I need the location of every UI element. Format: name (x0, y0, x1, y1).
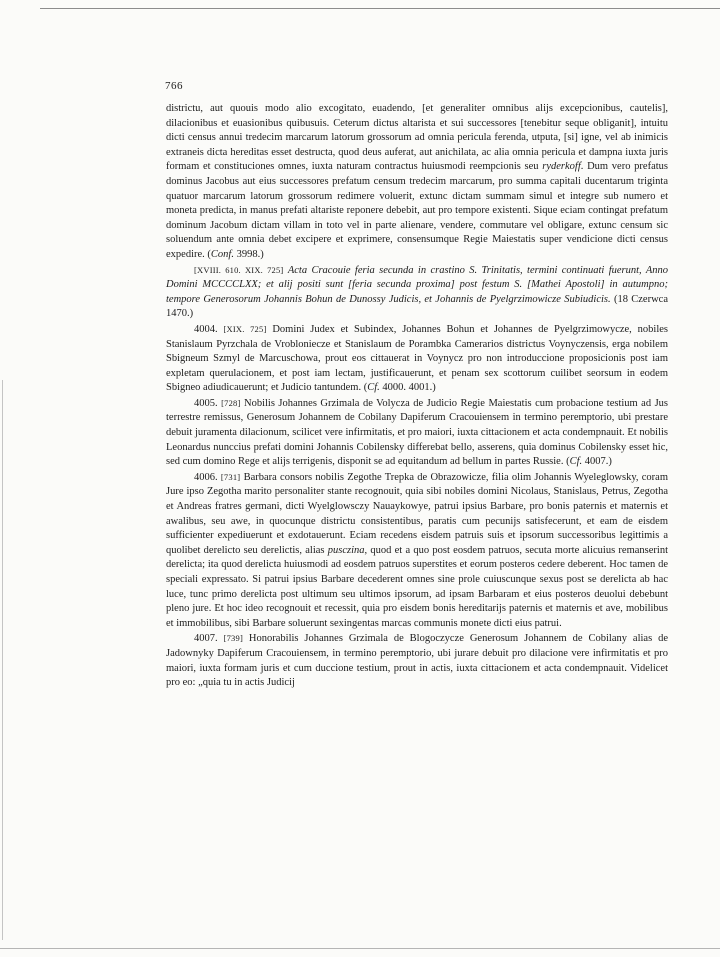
italic-term: pusczina (327, 544, 365, 556)
bottom-edge-rule (0, 948, 720, 949)
session-note (166, 263, 668, 322)
entry-4004 (166, 322, 668, 396)
source-reference: [728] (221, 397, 241, 408)
top-edge-rule (40, 8, 720, 9)
session-date: (18 Czerwca 1470.) (166, 293, 668, 320)
text-run: Honorabilis Johannes Grzimala de Blogoczycze Generosum Johannem de Cobilany alias de Jadownyky Dapiferum Cracouiensem, in termino peremptorio, ubi jurare debuit pro dilacione vere infirmitatis et pro maiori, iuxta formam juris et cum duccione testium, prout in actis, iuxta cittacionem et acta condempnauit. Videlicet pro eo: „quia tu in actis Judicij (166, 633, 669, 689)
text-run: 4000. 4001.) (379, 382, 436, 394)
source-reference: [XIX. 725] (223, 323, 267, 334)
left-edge-shadow (2, 380, 3, 940)
source-reference: [739] (223, 633, 243, 644)
text-run: Domini Judex et Subindex, Johannes Bohun et Johannes de Pyelgrzimowycze, nobiles Stanislaum Pyrzchala de Vrobloniecze et Stanislaum de Porambka Camerarios districtus Voynyczensis, erga nobilem Sbigneum Szmyl de Marcuschowa, prout eos cittauerat in Voynycz pro non introduccione proposicionis post iam expletam querulacionem, et post iam lectam, justificauerunt, et penam sex scottorum cuilibet seorsum in eodem Sbigneo adiudicauerunt; et Judicio tantundem. ( (166, 323, 668, 394)
italic-term: ryderkoff (542, 161, 581, 173)
italic-term: Cf. (367, 382, 380, 394)
entry-number: 4006. (194, 471, 218, 483)
text-run: , quod et a quo post eosdem patruos, secuta morte alicuius remanserint derelicta; ita quod derelicta huiusmodi ad eosdem patruos superstites et eorum posteros cedere deberent. Hoc tamen de speciali expressato. Si patrui ipsius Barbare decederent omnes sine prole cuiuscunque sexus post se derelicta ab hac luce, tunc primo derelicta post ultimum seu ultimos ipsorum, ad ipsam Barbaram et eius posteros deuolui debebunt pleno jure. Et hoc ideo recognouit et recessit, quia pro eisdem bonis hereditarijs paternis et maternis et ave, mobilibus et immobilibus, sibi Barbare soluerunt sexingentas marcas communis monete dicti eius patrui. (166, 544, 668, 629)
page-number: 766 (165, 80, 183, 92)
document-body (166, 102, 668, 691)
entry-number: 4004. (194, 323, 218, 335)
paragraph-continuation (166, 102, 668, 263)
text-run: Nobilis Johannes Grzimala de Volycza de Judicio Regie Maiestatis cum probacione testium ad Jus terrestre remissus, Generosum Johannem de Cobilany Dapiferum Cracouiensem in termino peremptorio, ubi prestare debuit juramenta dilacionum, scilicet vere infirmitatis, et pro maiori, iuxta cittacionem et acta condempnauit. Et nobilis Leonardus nunccius prefati domini Johannis Cobilensky differebat bello, asserens, quia dominus Cobilensky esset hic, sed cum domino Rege et alijs terrigenis, disponit se ad equitandum ad bellum in partes Russie. ( (166, 397, 668, 468)
text-run: Barbara consors nobilis Zegothe Trepka de Obrazowicze, filia olim Johannis Wyeleglowsky, coram Jure ipso Zegotha marito personaliter stante recognouit, quia sibi nobiles domini Nicolaus, Stanislaus, Petrus, Zegotha et Andreas fratres germani, dicti Wyelglowsczy Nauaykowye, patrui ipsius Barbare, pro bonis paternis et maternis et awalibus, seu awe, in quocunque districtu consistentibus, paratis cum pecunijs satisfecerunt, et eam de eisdem sufficienter expediuerunt et exdotauerunt. Eciam recedens eisdem patruis suis et ipsorum successoribus legittimis a quolibet derelicto seu derelictis, alias (166, 471, 669, 556)
text-run: 4007.) (582, 456, 612, 468)
text-run: districtu, aut quouis modo alio excogitato, euadendo, [et generaliter omnibus alijs excepcionibus, cautelis], dilacionibus et euasionibus quibusuis. Ceterum dictus altarista et sui successores [tenebitur seque obliganit], intuitu dicti census annui tredecim marcarum latorum grossorum ad omnia pericula ferenda, utputa, [si] igne, vel ab inimicis extraneis dicta hereditas esset destructa, quod deus auferat, aut anichilata, ac alia omnia pericula et dampna iuxta juris formam et constituciones omnes, iuxta naturam contractus huiusmodi reempcionis seu (166, 103, 668, 173)
source-reference: [XVIII. 610. XIX. 725] (194, 264, 284, 275)
entry-4006 (166, 470, 668, 632)
text-run: 3998.) (233, 248, 264, 260)
italic-term: Cf. (569, 456, 583, 468)
entry-4005 (166, 396, 668, 470)
entry-number: 4007. (194, 633, 218, 645)
text-run: . Dum vero prefatus dominus Jacobus aut eius successores prefatum censum tredecim marcarum, pro summa capitali ducentarum triginta quatuor marcarum latorum grossorum redimere voluerit, extunc dictam summam simul et integre sub numero et moneta predicta, in manus prefati altariste reponere debebit, aut pro tempore existenti. Sique eciam contingat prefatum dominum Jacobum dictam villam in toto vel in parte alienare, vendere, commutare vel obligare, extunc censum sic soluendum ante omnia debet excipere et exprimere, consensumque Regie Maiestatis super vendicione dicti census expedire. ( (166, 161, 668, 260)
italic-term: Conf. (210, 248, 234, 260)
source-reference: [731] (220, 471, 241, 482)
session-heading: Acta Cracouie feria secunda in crastino S. Trinitatis, termini continuati fuerunt, Anno Domini MCCCCLXX; et alij positi sunt [feria secunda proxima] post festum S. [Mathei Apostoli] in autumpno; tempore Generosorum Johannis Bohun de Dunossy Judicis, et Johannis de Pyelgrzimowicze Subiudicis. (166, 264, 669, 305)
entry-4007 (166, 631, 668, 690)
entry-number: 4005. (194, 397, 218, 409)
